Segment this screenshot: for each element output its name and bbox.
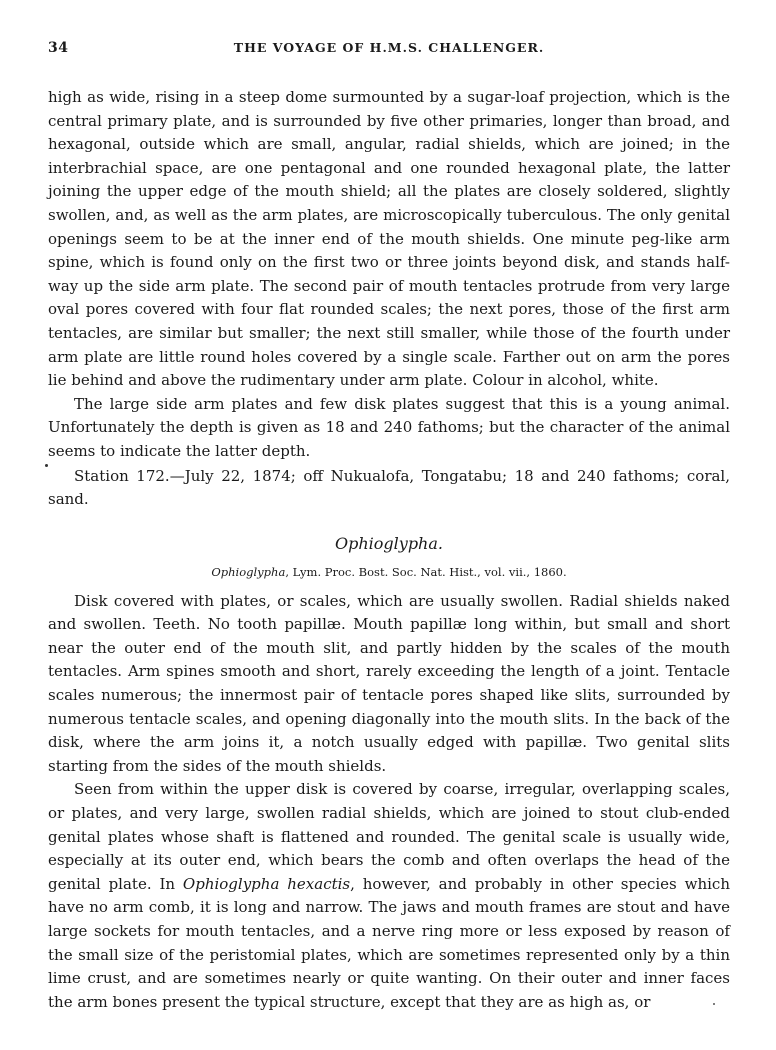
species-name: Ophioglypha hexactis [182,874,351,893]
running-title: THE VOYAGE OF H.M.S. CHALLENGER. [233,40,545,55]
paragraph-young-animal: The large side arm plates and few disk plates suggest that this is a young animal. Unfortunately the depth is given as 18 and 240 fathoms; but the character of the animal seems to indicate the latter depth. [48,394,730,460]
citation-genus-name: Ophioglypha [211,564,286,579]
paragraph-genus-description: Disk covered with plates, or scales, which are usually swollen. Radial shields naked and swollen. Teeth. No tooth papillæ. Mouth papillæ long within, but small and short near the outer end of the mouth slit, and partly hidden by the scales of the mouth tentacles. Arm spines smooth and short, rarely exceeding the length of a joint. Tentacle scales numerous; the innermost pair of tentacle pores shaped like slits, surrounded by numerous tentacle scales, and opening diagonally into the mouth slits. In the back of the disk, where the arm joins it, a notch usually edged with papillæ. Two genital slits starting from the sides of the mouth shields. [48,591,730,775]
page-number: 34 [48,40,69,56]
citation-reference: , Lym. Proc. Bost. Soc. Nat. Hist., vol. vii., 1860. [285,564,567,579]
ink-speck [45,464,48,467]
page-header [48,40,730,64]
internal-structure-text-1: Seen from within the upper disk is covered by coarse, irregular, overlapping scales, or plates, and very large, swollen radial shields, which are joined to stout club-ended genital plates whose shaft is flattened and rounded. The genital scale is usually wide, especially at its outer end, which bears the comb and often overlaps the head of the genital plate. In [48,780,730,893]
ink-speck-2 [713,1003,715,1005]
genus-citation [48,564,730,580]
station-record: Station 172.—July 22, 1874; off Nukualofa, Tongatabu; 18 and 240 fathoms; coral, sand. [48,466,730,509]
genus-heading: Ophioglypha. [335,533,443,553]
internal-structure-text-2: , however, and probably in other species which have no arm comb, it is long and narrow. The jaws and mouth frames are stout and have large sockets for mouth tentacles, and a nerve ring more or less exposed by reason of the small size of the peristomial plates, which are sometimes represented only by a thin lime crust, and are sometimes nearly or quite wanting. On their outer and inner faces the arm bones present the typical structure, except that they are as high as, or [48,874,730,1011]
paragraph-continued: high as wide, rising in a steep dome surmounted by a sugar-loaf projection, which is the central primary plate, and is surrounded by five other primaries, longer than broad, and hexagonal, outside which are small, angular, radial shields, which are joined; in the interbrachial space, are one pentagonal and one rounded hexagonal plate, the latter joining the upper edge of the mouth shield; all the plates are closely soldered, slightly swollen, and, as well as the arm plates, are microscopically tuberculous. The only genital openings seem to be at the inner end of the mouth shields. One minute peg-like arm spine, which is found only on the first two or three joints beyond disk, and stands half-way up the side arm plate. The second pair of mouth tentacles protrude from very large oval pores covered with four flat rounded scales; the next pores, those of the first arm tentacles, are similar but smaller; the next still smaller, while those of the fourth under arm plate are little round holes covered by a single scale. Farther out on arm the pores lie behind and above the rudimentary under arm plate. Colour in alcohol, white. [48,88,730,390]
paragraph-internal-structure [48,778,730,1014]
book-page [48,40,730,1014]
